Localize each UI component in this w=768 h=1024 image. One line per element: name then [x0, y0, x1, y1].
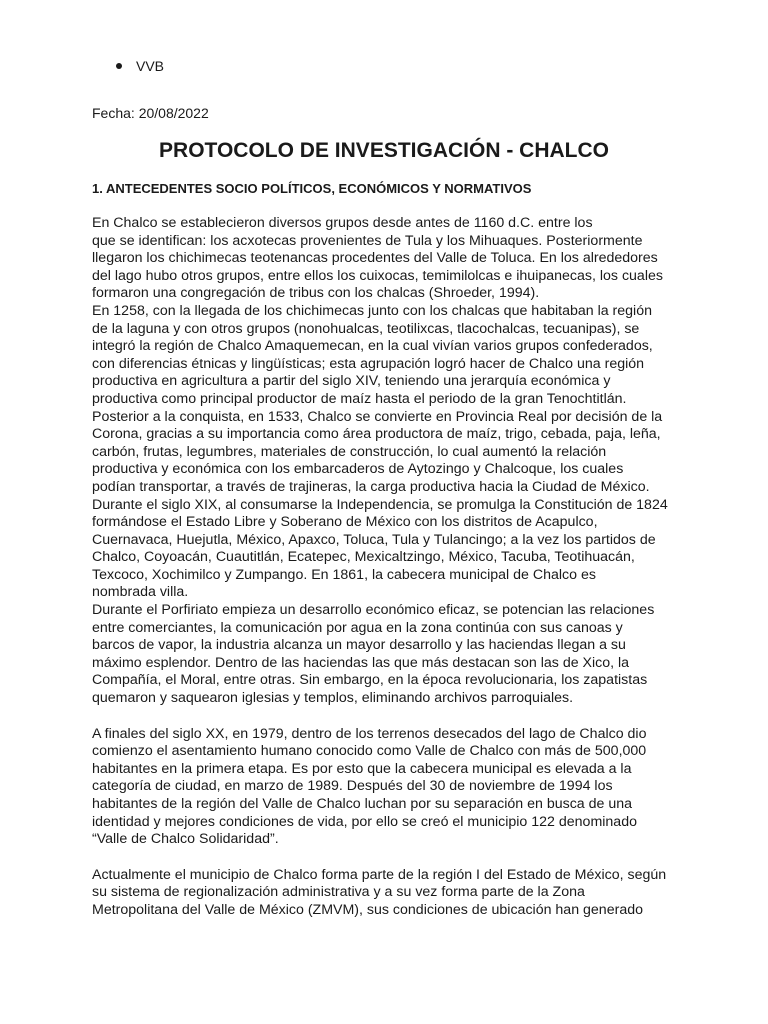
- text-line: identidad y mejores condiciones de vida, por ello se creó el municipio 122 denominado: [92, 813, 637, 830]
- bullet-text: VVB: [136, 58, 165, 74]
- text-line: Metropolitana del Valle de México (ZMVM), sus condiciones de ubicación han generado: [92, 901, 643, 918]
- text-line: comienzo el asentamiento humano conocido como Valle de Chalco con más de 500,000: [92, 743, 647, 760]
- text-line: Compañía, el Moral, entre otras. Sin embargo, en la época revolucionaria, los zapatistas: [92, 672, 648, 689]
- text-line: Cuernavaca, Huejutla, México, Apaxco, Toluca, Tula y Tulancingo; a la vez los partidos de: [92, 531, 656, 548]
- text-line: habitantes en la primera etapa. Es por esto que la cabecera municipal es elevada a la: [92, 760, 632, 777]
- text-line: que se identifican: los acxotecas provenientes de Tula y los Mihuaques. Posteriormente: [92, 232, 643, 249]
- text-line: A finales del siglo XX, en 1979, dentro de los terrenos desecados del lago de Chalco dio: [92, 725, 647, 742]
- text-line: formaron una congregación de tribus con los chalcas (Shroeder, 1994).: [92, 285, 540, 302]
- text-line: Actualmente el municipio de Chalco forma parte de la región I del Estado de México, según: [92, 866, 667, 883]
- paragraph: [92, 867, 692, 920]
- text-line: “Valle de Chalco Solidaridad”.: [92, 831, 279, 848]
- text-line: nombrada villa.: [92, 584, 189, 601]
- text-line: su sistema de regionalización administrativa y a su vez forma parte de la Zona: [92, 884, 585, 901]
- text-line: integró la región de Chalco Amaquemecan, en la cual vivían varios grupos confederados,: [92, 338, 653, 355]
- text-line: En 1258, con la llegada de los chichimecas junto con los chalcas que habitaban la región: [92, 302, 652, 319]
- text-line: quemaron y saquearon iglesias y templos, eliminando archivos parroquiales.: [92, 690, 574, 707]
- text-line: productiva como principal productor de maíz hasta el periodo de la gran Tenochtitlán.: [92, 390, 627, 407]
- paragraph: [92, 215, 692, 708]
- text-line: carbón, frutas, legumbres, materiales de construcción, lo cual aumentó la relación: [92, 443, 607, 460]
- text-line: Durante el siglo XIX, al consumarse la Independencia, se promulga la Constitución de 1824: [92, 496, 668, 513]
- text-line: podían transportar, a través de trajineras, la carga productiva hacia la Ciudad de México.: [92, 478, 650, 495]
- text-line: productiva y económica con los embarcaderos de Aytozingo y Chalcoque, los cuales: [92, 461, 624, 478]
- text-line: barcos de vapor, la industria alcanza un mayor desarrollo y las haciendas llegan a su: [92, 637, 626, 654]
- text-line: habitantes de la región del Valle de Chalco luchan por su separación en busca de una: [92, 796, 633, 812]
- document-body: [92, 215, 692, 938]
- text-line: máximo esplendor. Dentro de las haciendas las que más destacan son las de Xico, la: [92, 654, 630, 671]
- section-heading: 1. ANTECEDENTES SOCIO POLÍTICOS, ECONÓMICOS Y NORMATIVOS: [92, 181, 532, 196]
- text-line: llegaron los chichimecas teotenancas procedentes del Valle de Toluca. En los alrededores: [92, 250, 658, 267]
- text-line: formándose el Estado Libre y Soberano de México con los distritos de Acapulco,: [92, 514, 598, 531]
- date-line: Fecha: 20/08/2022: [92, 105, 209, 121]
- text-line: Texcoco, Xochimilco y Zumpango. En 1861, la cabecera municipal de Chalco es: [92, 566, 596, 583]
- text-line: entre comerciantes, la comunicación por agua en la zona continúa con sus canoas y: [92, 619, 623, 636]
- text-line: Chalco, Coyoacán, Cuautitlán, Ecatepec, Mexicaltzingo, México, Tacuba, Teotihuacán,: [92, 549, 635, 566]
- text-line: del lago hubo otros grupos, entre ellos los cuixocas, temimilolcas e ihuipanecas, los cuales: [92, 267, 663, 284]
- text-line: productiva en agricultura a partir del siglo XIV, teniendo una jerarquía económica y: [92, 373, 611, 390]
- text-line: Durante el Porfiriato empieza un desarrollo económico eficaz, se potencian las relaciones: [92, 602, 655, 619]
- text-line: Corona, gracias a su importancia como área productora de maíz, trigo, cebada, paja, leña,: [92, 426, 661, 443]
- text-line: En Chalco se establecieron diversos grupos desde antes de 1160 d.C. entre los: [92, 215, 593, 231]
- paragraph: [92, 726, 692, 849]
- text-line: categoría de ciudad, en marzo de 1989. Después del 30 de noviembre de 1994 los: [92, 778, 613, 795]
- text-line: con diferencias étnicas y lingüísticas; esta agrupación logró hacer de Chalco una región: [92, 355, 645, 372]
- bullet-list-item: [116, 57, 164, 75]
- bullet-dot-icon: [116, 63, 122, 69]
- document-title: PROTOCOLO DE INVESTIGACIÓN - CHALCO: [159, 139, 609, 162]
- text-line: Posterior a la conquista, en 1533, Chalco se convierte en Provincia Real por decisión de la: [92, 408, 663, 425]
- text-line: de la laguna y con otros grupos (nonohualcas, teotilixcas, tlacochalcas, tecuanipas), se: [92, 320, 640, 337]
